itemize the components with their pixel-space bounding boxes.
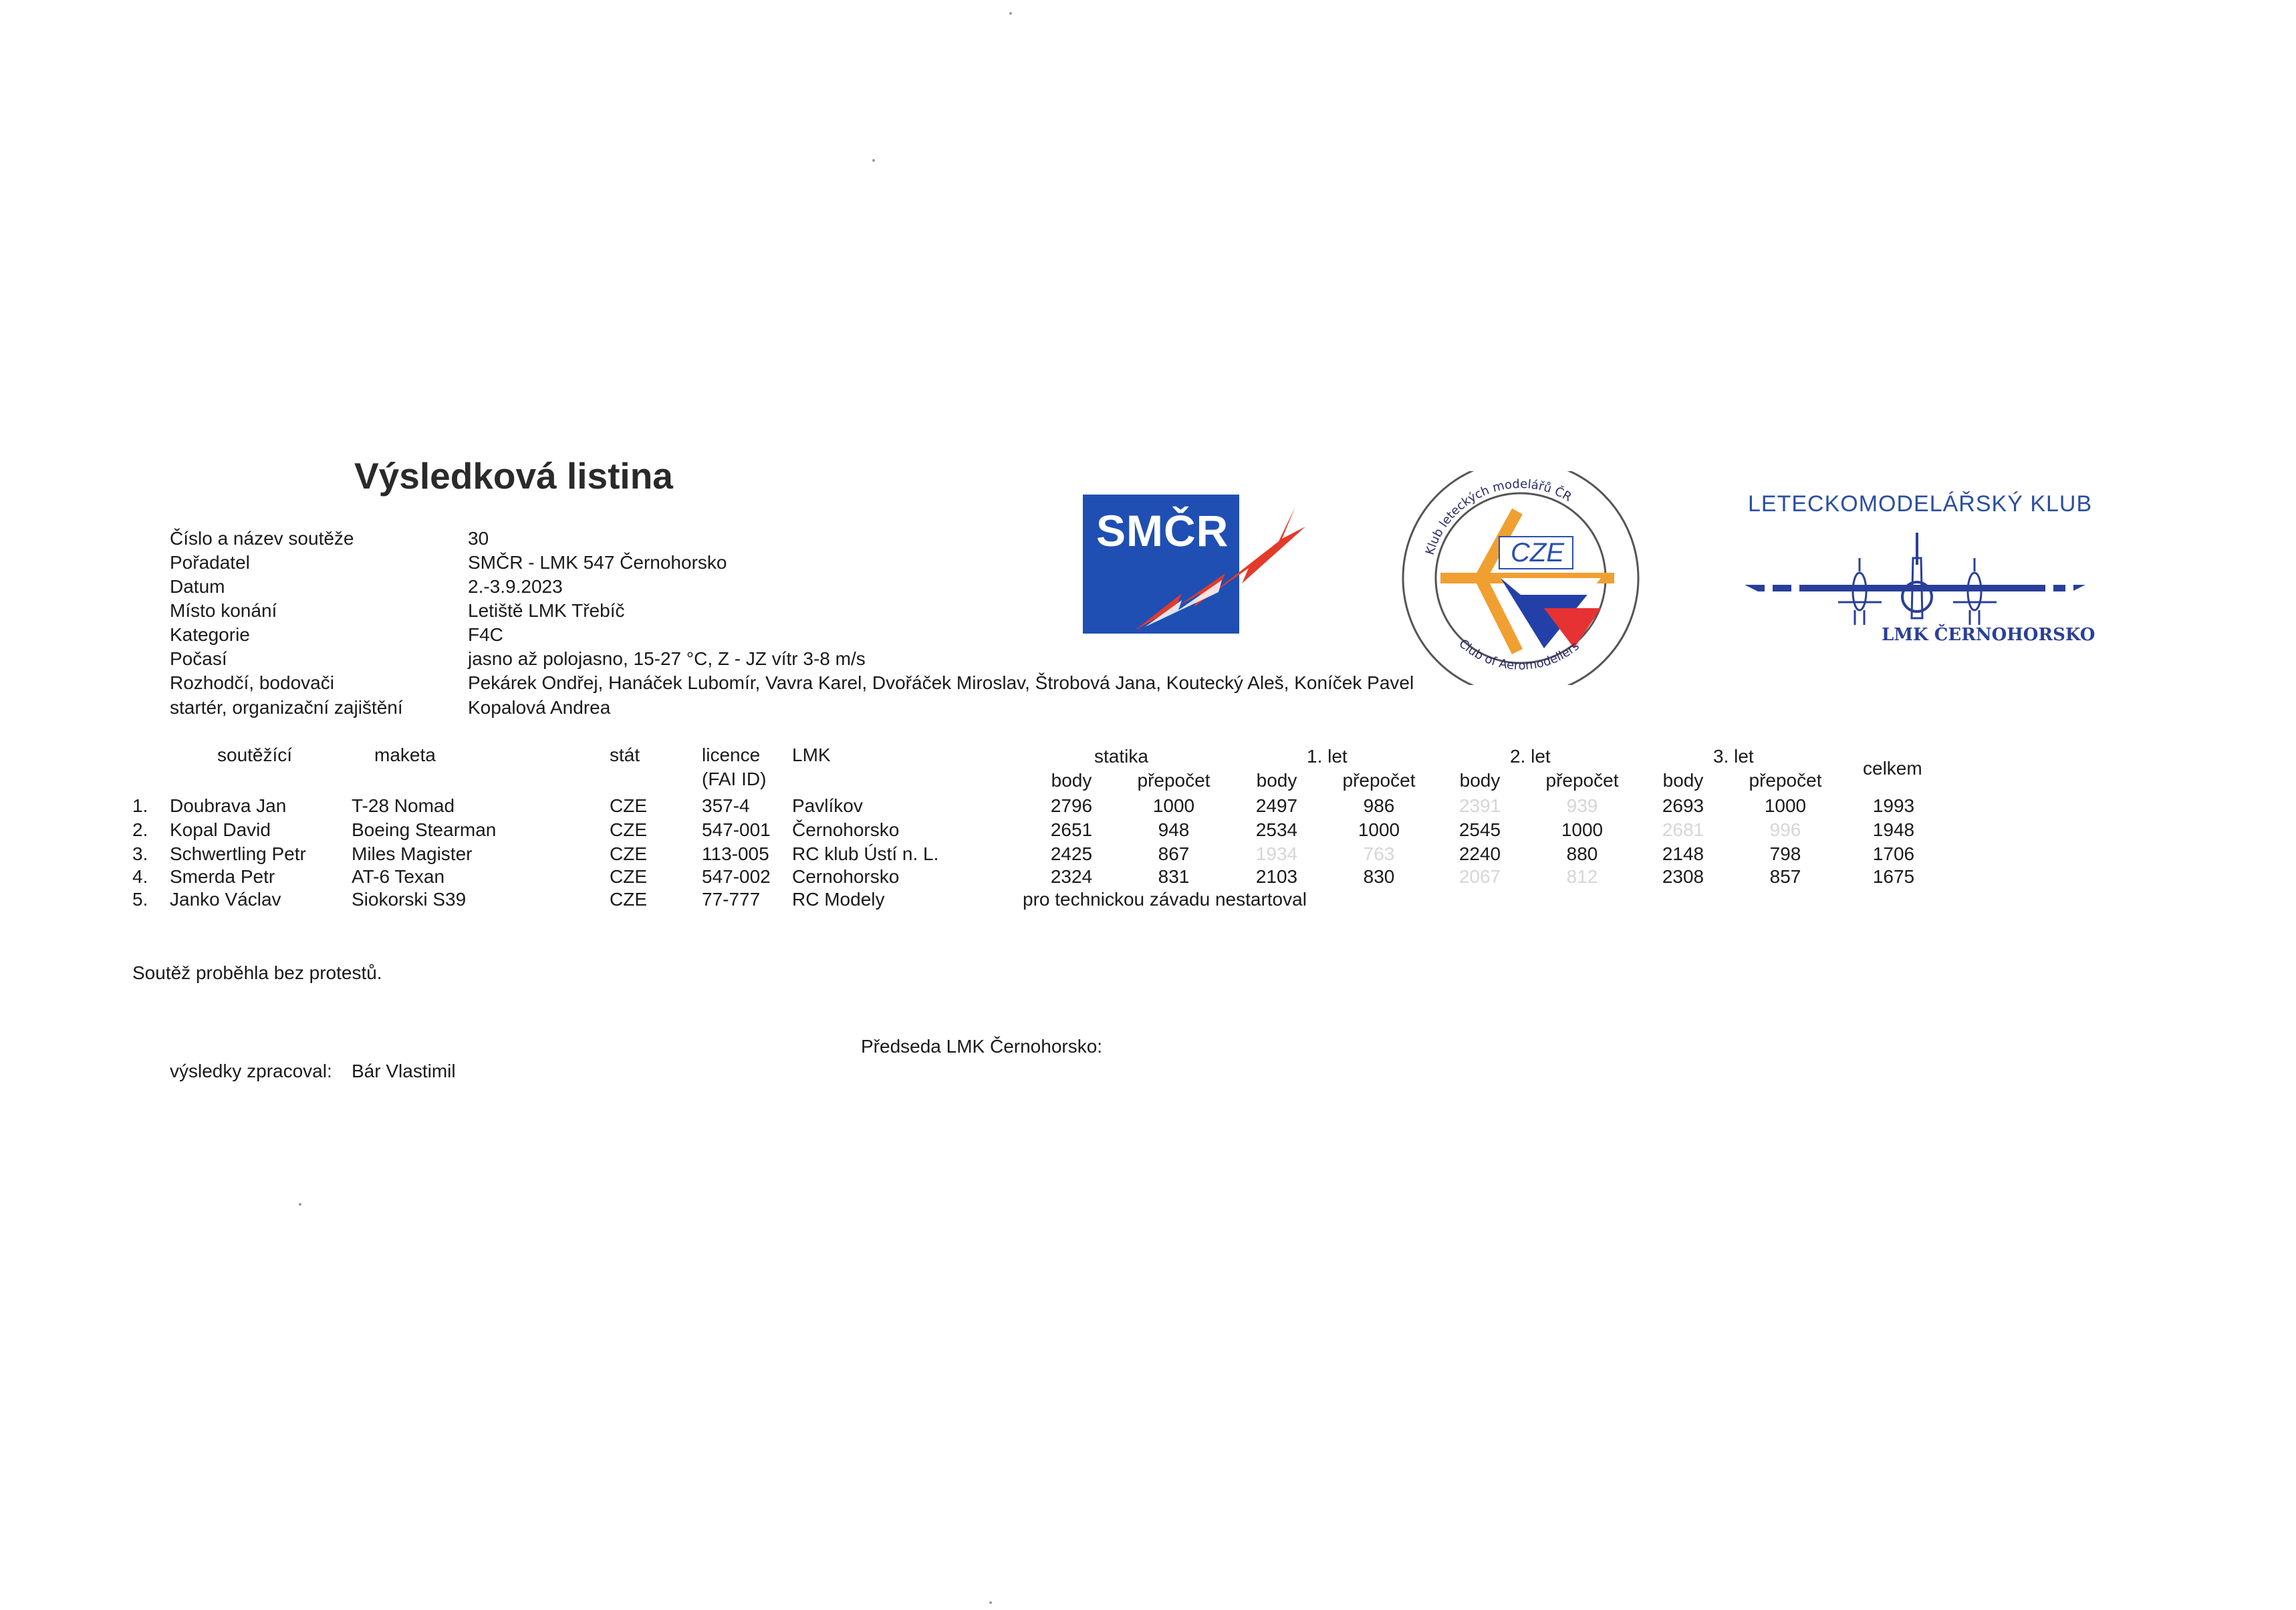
- klub-center-text: CZE: [1511, 538, 1564, 567]
- row-flight2-points: 2240: [1458, 843, 1501, 864]
- row-flight3-points: 2308: [1662, 866, 1704, 887]
- row-static-recalc: 948: [1158, 819, 1190, 840]
- row-flight3-recalc: 798: [1769, 843, 1801, 864]
- row-model: Boeing Stearman: [352, 819, 497, 840]
- document-title: Výsledková listina: [354, 455, 673, 497]
- lmk-logo: [1738, 491, 2099, 652]
- row-model: AT-6 Texan: [352, 866, 445, 887]
- scan-speck: [299, 1203, 301, 1206]
- row-flight3-recalc: 1000: [1764, 795, 1807, 816]
- header-static: statika: [1094, 746, 1148, 767]
- info-label: Místo konání: [170, 600, 277, 621]
- row-state: CZE: [610, 843, 647, 864]
- row-total: 1993: [1872, 795, 1915, 816]
- row-flight2-points: 2391: [1458, 795, 1501, 816]
- row-static-recalc: 831: [1158, 866, 1190, 887]
- row-rank: 5.: [132, 889, 148, 910]
- row-lmk: Pavlíkov: [792, 795, 863, 816]
- header-state: stát: [610, 745, 640, 765]
- row-name: Kopal David: [170, 819, 271, 840]
- header-competitor: soutěžící: [217, 745, 293, 765]
- row-rank: 4.: [132, 866, 148, 887]
- row-flight2-points: 2545: [1458, 819, 1501, 840]
- row-static-points: 2651: [1050, 819, 1093, 840]
- row-flight2-recalc: 1000: [1561, 819, 1604, 840]
- row-flight3-points: 2693: [1662, 795, 1704, 816]
- header-points: body: [1459, 770, 1501, 791]
- header-flight3: 3. let: [1713, 746, 1754, 767]
- row-name: Schwertling Petr: [170, 843, 306, 864]
- row-flight3-points: 2681: [1662, 819, 1704, 840]
- row-total: 1706: [1872, 843, 1915, 864]
- info-label: Rozhodčí, bodovači: [170, 672, 334, 693]
- lmk-logo-top-text: LETECKOMODELÁŘSKÝ KLUB: [1748, 491, 2093, 517]
- header-total: celkem: [1863, 758, 1922, 779]
- header-model: maketa: [374, 745, 436, 765]
- row-total: 1948: [1872, 819, 1915, 840]
- info-label: Počasí: [170, 648, 227, 669]
- row-lmk: RC Modely: [792, 889, 885, 910]
- info-value: SMČR - LMK 547 Černohorsko: [468, 552, 727, 573]
- row-lmk: Černohorsko: [792, 819, 900, 840]
- row-flight1-recalc: 1000: [1358, 819, 1400, 840]
- row-flight2-recalc: 812: [1566, 866, 1598, 887]
- info-value: 30: [468, 528, 489, 549]
- row-flight2-points: 2067: [1458, 866, 1501, 887]
- row-flight3-recalc: 857: [1769, 866, 1801, 887]
- protest-note: Soutěž proběhla bez protestů.: [132, 962, 382, 983]
- row-flight1-points: 2534: [1255, 819, 1298, 840]
- scan-speck: [872, 159, 875, 162]
- info-value: jasno až polojasno, 15-27 °C, Z - JZ vítr 3-8 m/s: [468, 648, 866, 669]
- header-points: body: [1256, 770, 1297, 791]
- processed-by-name: Bár Vlastimil: [352, 1061, 456, 1081]
- header-recalc: přepočet: [1342, 770, 1416, 791]
- row-name: Janko Václav: [170, 889, 281, 910]
- scan-speck: [1009, 12, 1012, 15]
- row-lmk: RC klub Ústí n. L.: [792, 843, 939, 864]
- row-flight1-points: 1934: [1255, 843, 1298, 864]
- row-state: CZE: [610, 795, 647, 816]
- smcr-logo-text: SMČR: [1096, 506, 1229, 555]
- info-label: Číslo a název soutěže: [170, 528, 354, 549]
- row-state: CZE: [610, 889, 647, 910]
- lmk-logo-bottom-text: LMK ČERNOHORSKO: [1882, 625, 2095, 645]
- row-flight1-recalc: 986: [1363, 795, 1395, 816]
- row-model: T-28 Nomad: [352, 795, 455, 816]
- row-licence: 77-777: [702, 889, 761, 910]
- row-state: CZE: [610, 819, 647, 840]
- info-label: Pořadatel: [170, 552, 250, 573]
- header-recalc: přepočet: [1545, 770, 1619, 791]
- row-licence: 357-4: [702, 795, 750, 816]
- klub-ring-bottom-text: Club of Aeromodellers: [1456, 636, 1582, 673]
- row-flight1-points: 2103: [1255, 866, 1298, 887]
- info-value: Letiště LMK Třebíč: [468, 600, 625, 621]
- row-static-points: 2324: [1050, 866, 1093, 887]
- row-static-points: 2425: [1050, 843, 1093, 864]
- row-model: Miles Magister: [352, 843, 473, 864]
- processed-by-label: výsledky zpracoval:: [170, 1061, 332, 1081]
- row-static-recalc: 867: [1158, 843, 1190, 864]
- header-licence: licence: [702, 745, 761, 765]
- row-flight1-points: 2497: [1255, 795, 1298, 816]
- row-licence: 113-005: [702, 843, 769, 864]
- row-flight2-recalc: 939: [1566, 795, 1598, 816]
- row-total: 1675: [1872, 866, 1915, 887]
- header-licence-sub: (FAI ID): [702, 769, 767, 789]
- header-flight1: 1. let: [1307, 746, 1348, 767]
- header-points: body: [1662, 770, 1704, 791]
- info-value: Kopalová Andrea: [468, 697, 611, 718]
- info-value: Pekárek Ondřej, Hanáček Lubomír, Vavra Karel, Dvořáček Miroslav, Štrobová Jana, Koutecký Aleš, Koníček Pavel: [468, 672, 1414, 693]
- row-state: CZE: [610, 866, 647, 887]
- header-flight2: 2. let: [1510, 746, 1551, 767]
- row-model: Siokorski S39: [352, 889, 467, 910]
- info-label: startér, organizační zajištění: [170, 697, 403, 718]
- info-label: Datum: [170, 576, 225, 597]
- row-flight2-recalc: 880: [1566, 843, 1598, 864]
- info-value: F4C: [468, 624, 503, 645]
- row-licence: 547-002: [702, 866, 771, 887]
- header-lmk: LMK: [792, 745, 831, 765]
- row-flight1-recalc: 830: [1363, 866, 1395, 887]
- row-rank: 2.: [132, 819, 148, 840]
- smcr-logo: [1081, 493, 1306, 635]
- header-points: body: [1051, 770, 1092, 791]
- info-label: Kategorie: [170, 624, 250, 645]
- row-flight3-points: 2148: [1662, 843, 1704, 864]
- row-note: pro technickou závadu nestartoval: [1023, 889, 1307, 910]
- klub-logo: [1400, 471, 1641, 685]
- row-static-points: 2796: [1050, 795, 1093, 816]
- header-recalc: přepočet: [1137, 770, 1210, 791]
- header-recalc: přepočet: [1749, 770, 1822, 791]
- klub-ring-top-text: Klub leteckých modelářů ČR: [1422, 477, 1574, 557]
- scan-speck: [989, 1601, 992, 1604]
- info-value: 2.-3.9.2023: [468, 576, 563, 597]
- row-name: Doubrava Jan: [170, 795, 287, 816]
- row-flight3-recalc: 996: [1769, 819, 1801, 840]
- row-licence: 547-001: [702, 819, 771, 840]
- row-flight1-recalc: 763: [1363, 843, 1395, 864]
- row-rank: 1.: [132, 795, 148, 816]
- row-lmk: Cernohorsko: [792, 866, 900, 887]
- row-static-recalc: 1000: [1152, 795, 1195, 816]
- row-name: Smerda Petr: [170, 866, 275, 887]
- row-rank: 3.: [132, 843, 148, 864]
- chair-signature-label: Předseda LMK Černohorsko:: [861, 1036, 1103, 1057]
